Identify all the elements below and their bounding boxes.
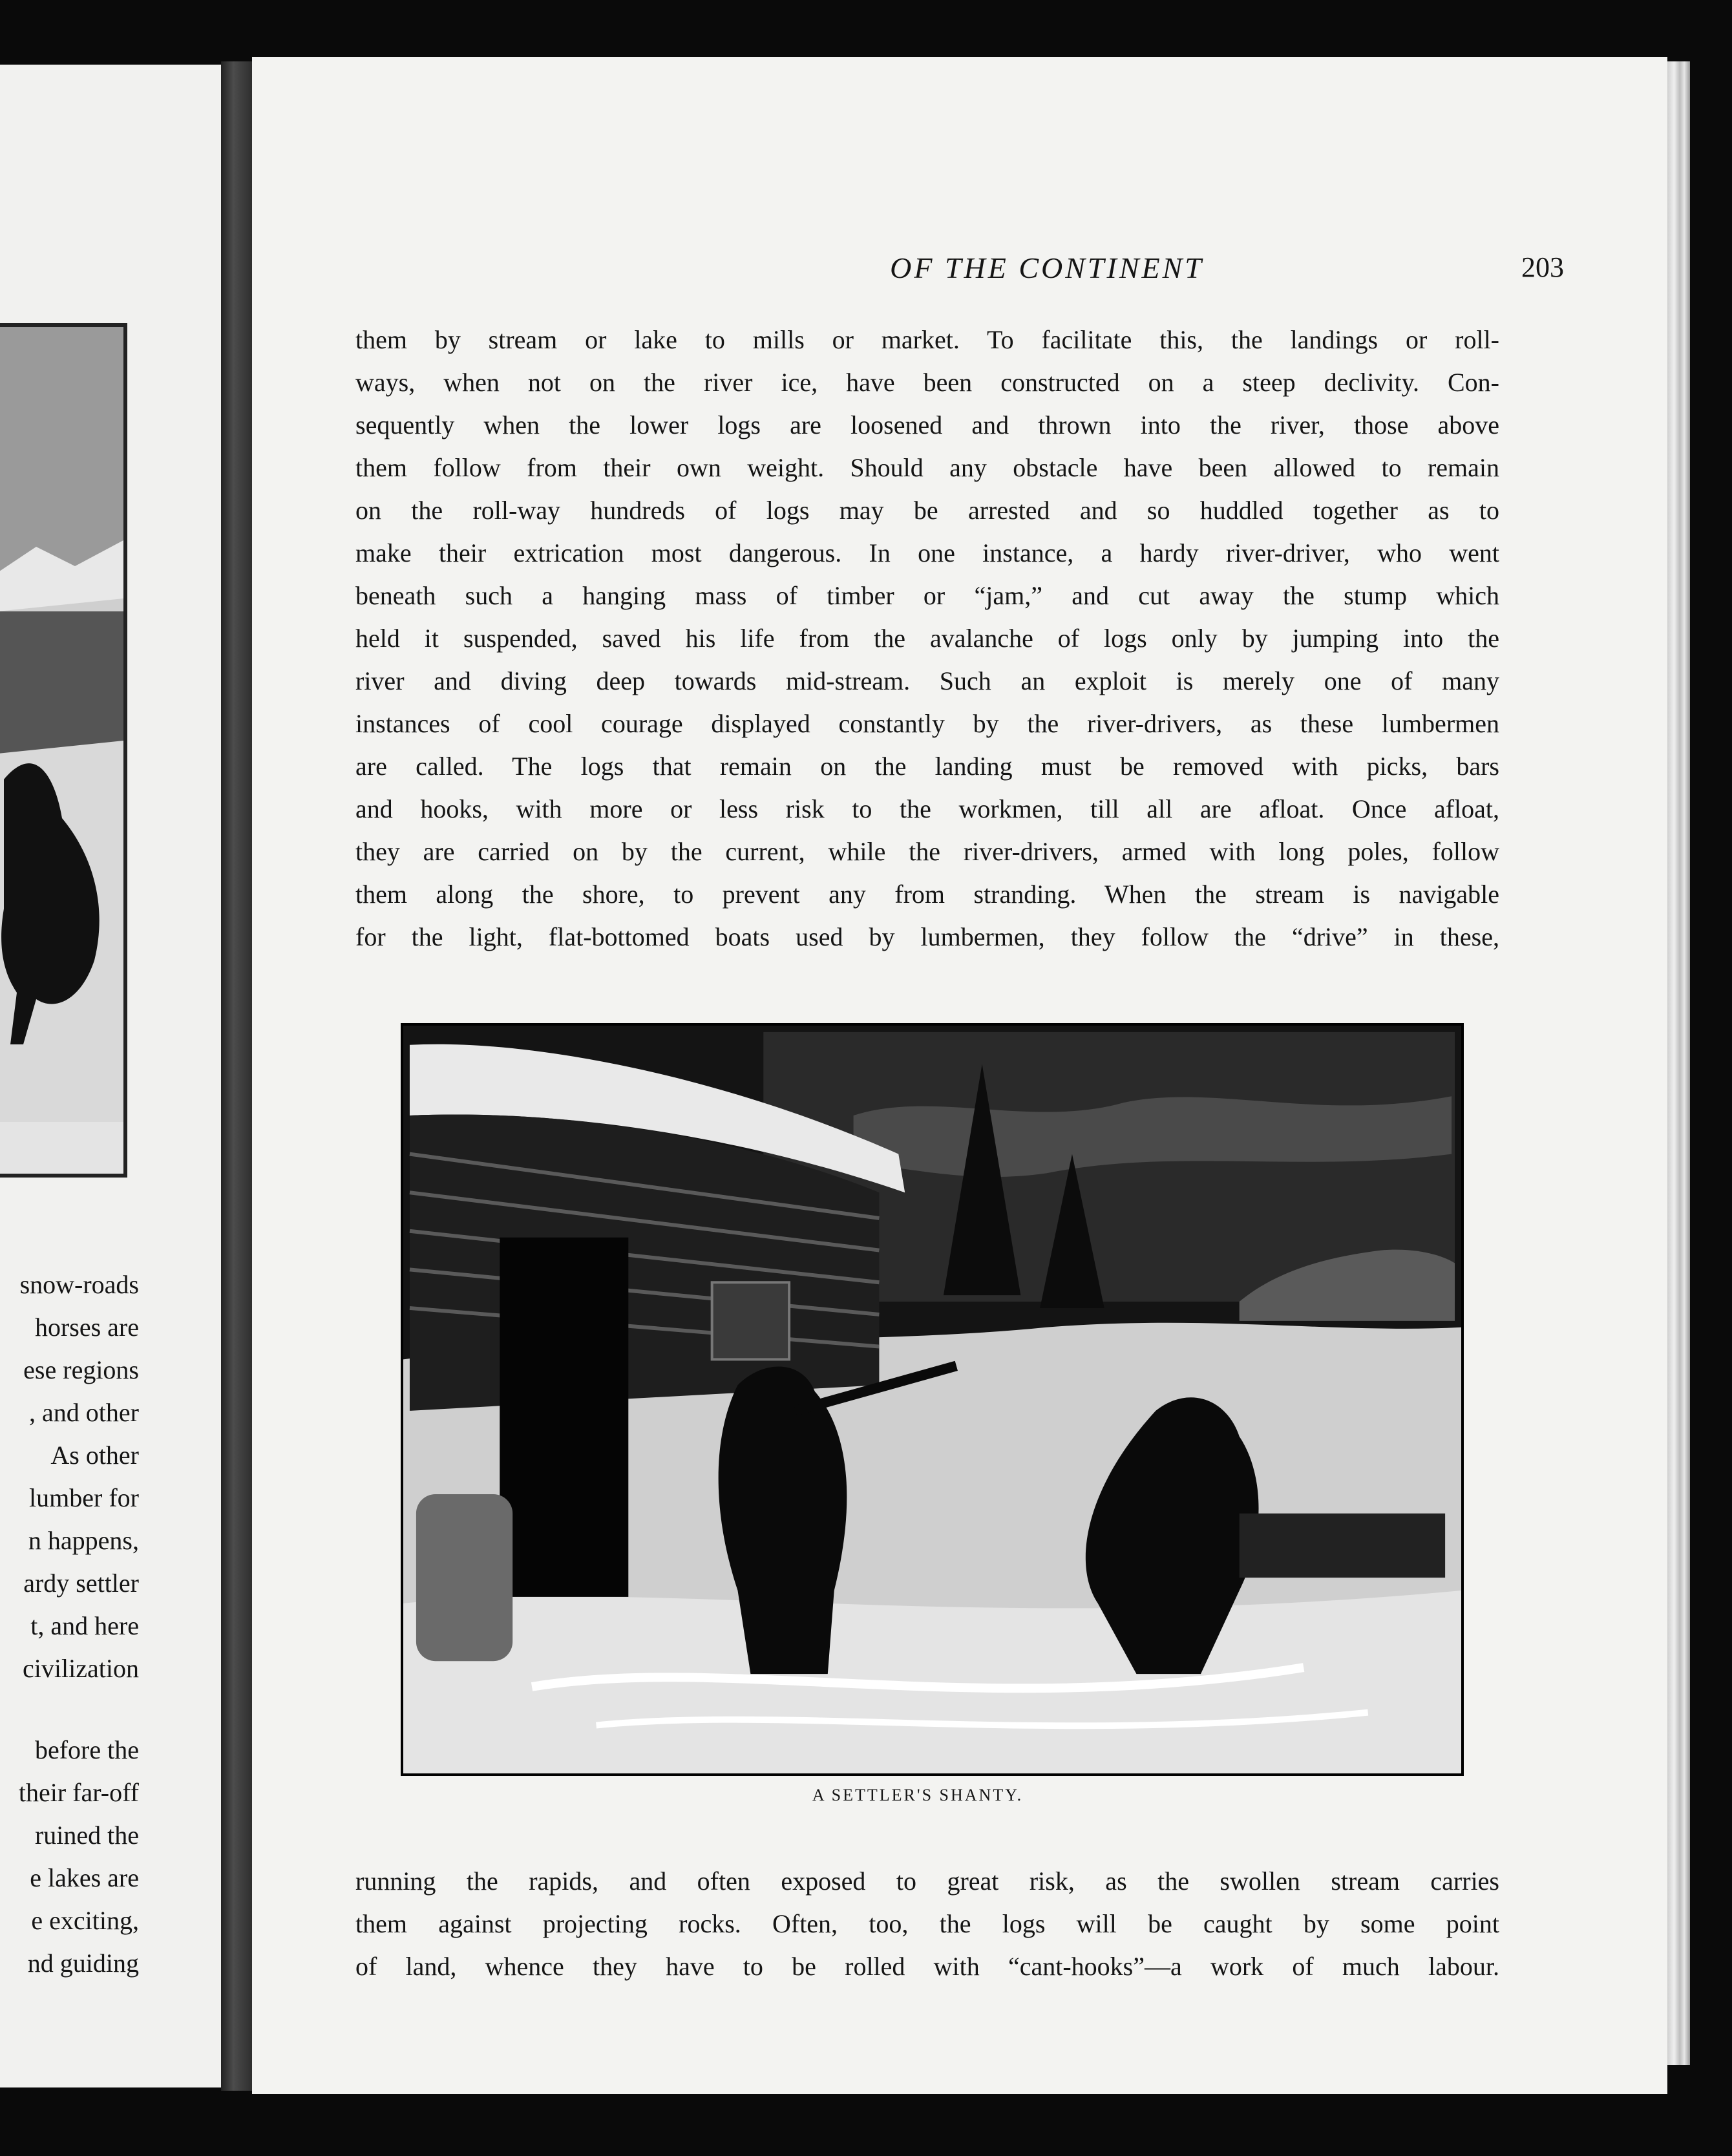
left-line: ruined the [34,1821,139,1850]
left-line: before the [34,1735,139,1764]
left-line: snow-roads [19,1270,139,1299]
text-line: running the rapids, and often exposed to great risk, as the swollen stream carries [355,1866,1499,1896]
left-line: their far-off [18,1778,139,1807]
running-head: OF THE CONTINENT [890,251,1204,284]
page-number: 203 [1521,251,1564,283]
text-line: for the light, flat-bottomed boats used by lumbermen, they follow the “drive” in these, [355,922,1499,951]
text-line: them against projecting rocks. Often, too, the logs will be caught by some point [355,1909,1499,1938]
left-page [0,65,225,2087]
text-line: held it suspended, saved his life from the avalanche of logs only by jumping into the [355,624,1499,653]
text-line: are called. The logs that remain on the landing must be removed with picks, bars [355,752,1499,781]
left-line: e lakes are [30,1863,139,1892]
text-line: them follow from their own weight. Should any obstacle have been allowed to remain [355,453,1499,482]
text-line: on the roll-way hundreds of logs may be arrested and so huddled together as to [355,496,1499,525]
left-line: ese regions [23,1355,139,1384]
text-line: them by stream or lake to mills or market. To facilitate this, the landings or roll- [355,325,1499,354]
book-gutter [221,61,252,2091]
body-text-bottom [355,1860,1499,1988]
text-line: make their extrication most dangerous. In one instance, a hardy river-driver, who went [355,538,1499,567]
settlers-shanty-illustration [401,1023,1464,1776]
left-line: civilization [23,1654,139,1683]
text-line: beneath such a hanging mass of timber or “jam,” and cut away the stump which [355,581,1499,610]
left-line: As other [50,1441,139,1470]
text-line: ways, when not on the river ice, have been constructed on a steep declivity. Con- [355,368,1499,397]
page-header [252,251,1667,290]
text-line: and hooks, with more or less risk to the workmen, till all are afloat. Once afloat, [355,794,1499,823]
left-line: lumber for [29,1483,139,1512]
left-page-text [0,1263,139,1985]
left-page-illustration [0,323,127,1178]
left-line: ardy settler [23,1569,139,1598]
left-line: , and other [29,1398,139,1427]
text-line: river and diving deep towards mid-stream. Such an exploit is merely one of many [355,666,1499,695]
text-line: they are carried on by the current, while the river-drivers, armed with long poles, follow [355,837,1499,866]
left-line: n happens, [28,1526,139,1555]
text-line: them along the shore, to prevent any from stranding. When the stream is navigable [355,880,1499,909]
text-line: of land, whence they have to be rolled with “cant-hooks”—a work of much labour. [355,1952,1499,1981]
body-text-top [355,319,1499,958]
text-line: sequently when the lower logs are loosened and thrown into the river, those above [355,410,1499,439]
left-line: nd guiding [27,1949,139,1978]
left-line: t, and here [30,1611,139,1640]
left-line: e exciting, [31,1906,139,1935]
right-page [252,57,1667,2094]
illustration-caption: A SETTLER'S SHANTY. [812,1786,1024,1804]
page-edge [1667,61,1690,2065]
left-line: horses are [34,1313,139,1342]
text-line: instances of cool courage displayed constantly by the river-drivers, as these lumbermen [355,709,1499,738]
